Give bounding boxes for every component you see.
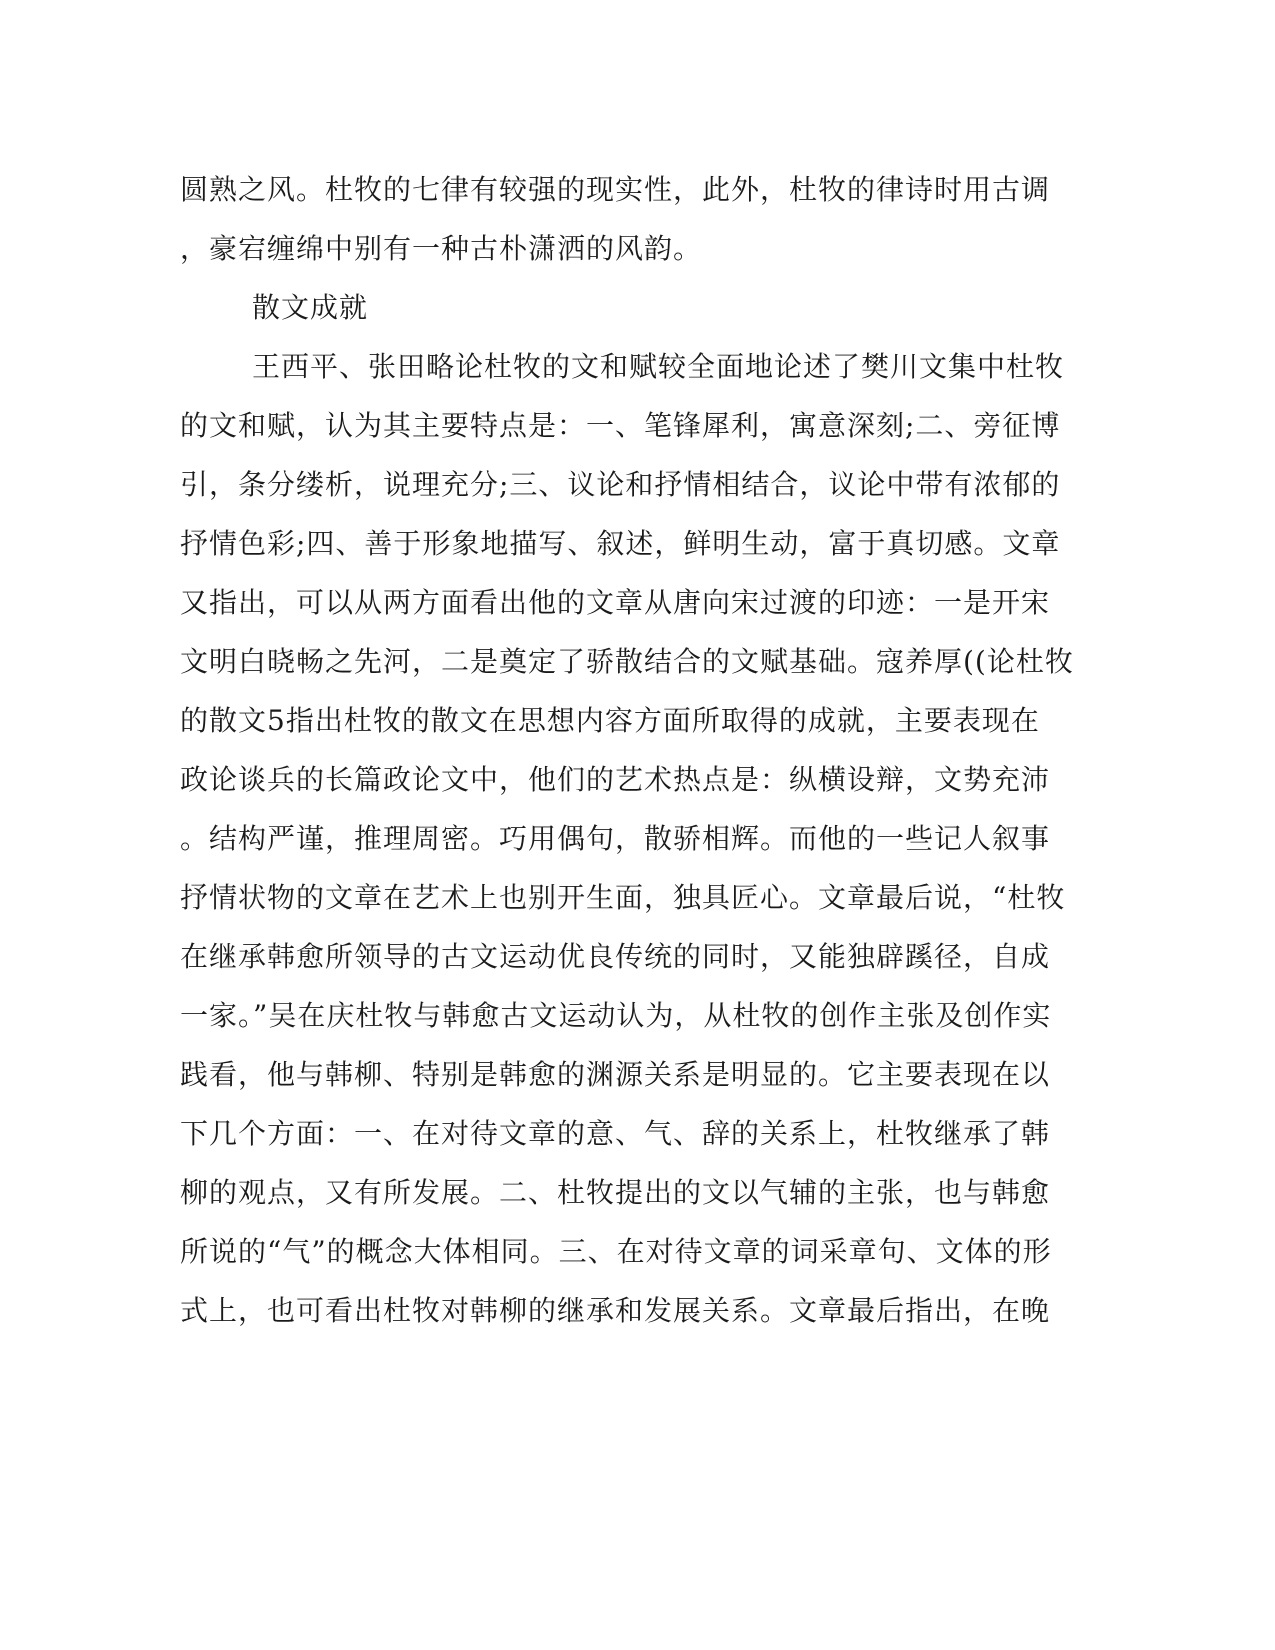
- text-line: 又指出，可以从两方面看出他的文章从唐向宋过渡的印迹：一是开宋: [180, 586, 1051, 619]
- text-line: 式上，也可看出杜牧对韩柳的继承和发展关系。文章最后指出，在晚: [180, 1294, 1051, 1327]
- text-line: 政论谈兵的长篇政论文中，他们的艺术热点是：纵横设辩，文势充沛: [180, 763, 1051, 796]
- text-line: 一家。”吴在庆杜牧与韩愈古文运动认为，从杜牧的创作主张及创作实: [180, 999, 1052, 1032]
- text-line: 。结构严谨，推理周密。巧用偶句，散骄相辉。而他的一些记人叙事: [180, 822, 1051, 855]
- text-line: 抒情状物的文章在艺术上也别开生面，独具匠心。文章最后说，“杜牧: [180, 881, 1066, 914]
- text-line: 下几个方面：一、在对待文章的意、气、辞的关系上，杜牧继承了韩: [180, 1117, 1051, 1150]
- text-line: 引，条分缕析，说理充分;三、议论和抒情相结合，议论中带有浓郁的: [180, 468, 1061, 501]
- text-line: 践看，他与韩柳、特别是韩愈的渊源关系是明显的。它主要表现在以: [180, 1058, 1051, 1091]
- text-line: 抒情色彩;四、善于形象地描写、叙述，鲜明生动，富于真切感。文章: [180, 527, 1061, 560]
- text-line: 文明白晓畅之先河，二是奠定了骄散结合的文赋基础。寇养厚((论杜牧: [180, 645, 1074, 678]
- text-line: ，豪宕缠绵中别有一种古朴潇洒的风韵。: [180, 232, 703, 265]
- section-heading: 散文成就: [252, 291, 369, 324]
- text-line: 的散文5指出杜牧的散文在思想内容方面所取得的成就，主要表现在: [180, 704, 1040, 737]
- text-line: 柳的观点，又有所发展。二、杜牧提出的文以气辅的主张，也与韩愈: [180, 1176, 1051, 1209]
- paragraph-first-line: 王西平、张田略论杜牧的文和赋较全面地论述了樊川文集中杜牧: [252, 350, 1065, 383]
- text-line: 所说的“气”的概念大体相同。三、在对待文章的词采章句、文体的形: [180, 1235, 1052, 1268]
- text-line: 的文和赋，认为其主要特点是：一、笔锋犀利，寓意深刻;二、旁征博: [180, 409, 1061, 442]
- text-line: 圆熟之风。杜牧的七律有较强的现实性，此外，杜牧的律诗时用古调: [180, 173, 1051, 206]
- text-line: 在继承韩愈所领导的古文运动优良传统的同时，又能独辟蹊径，自成: [180, 940, 1051, 973]
- body-text: [180, 160, 1074, 1340]
